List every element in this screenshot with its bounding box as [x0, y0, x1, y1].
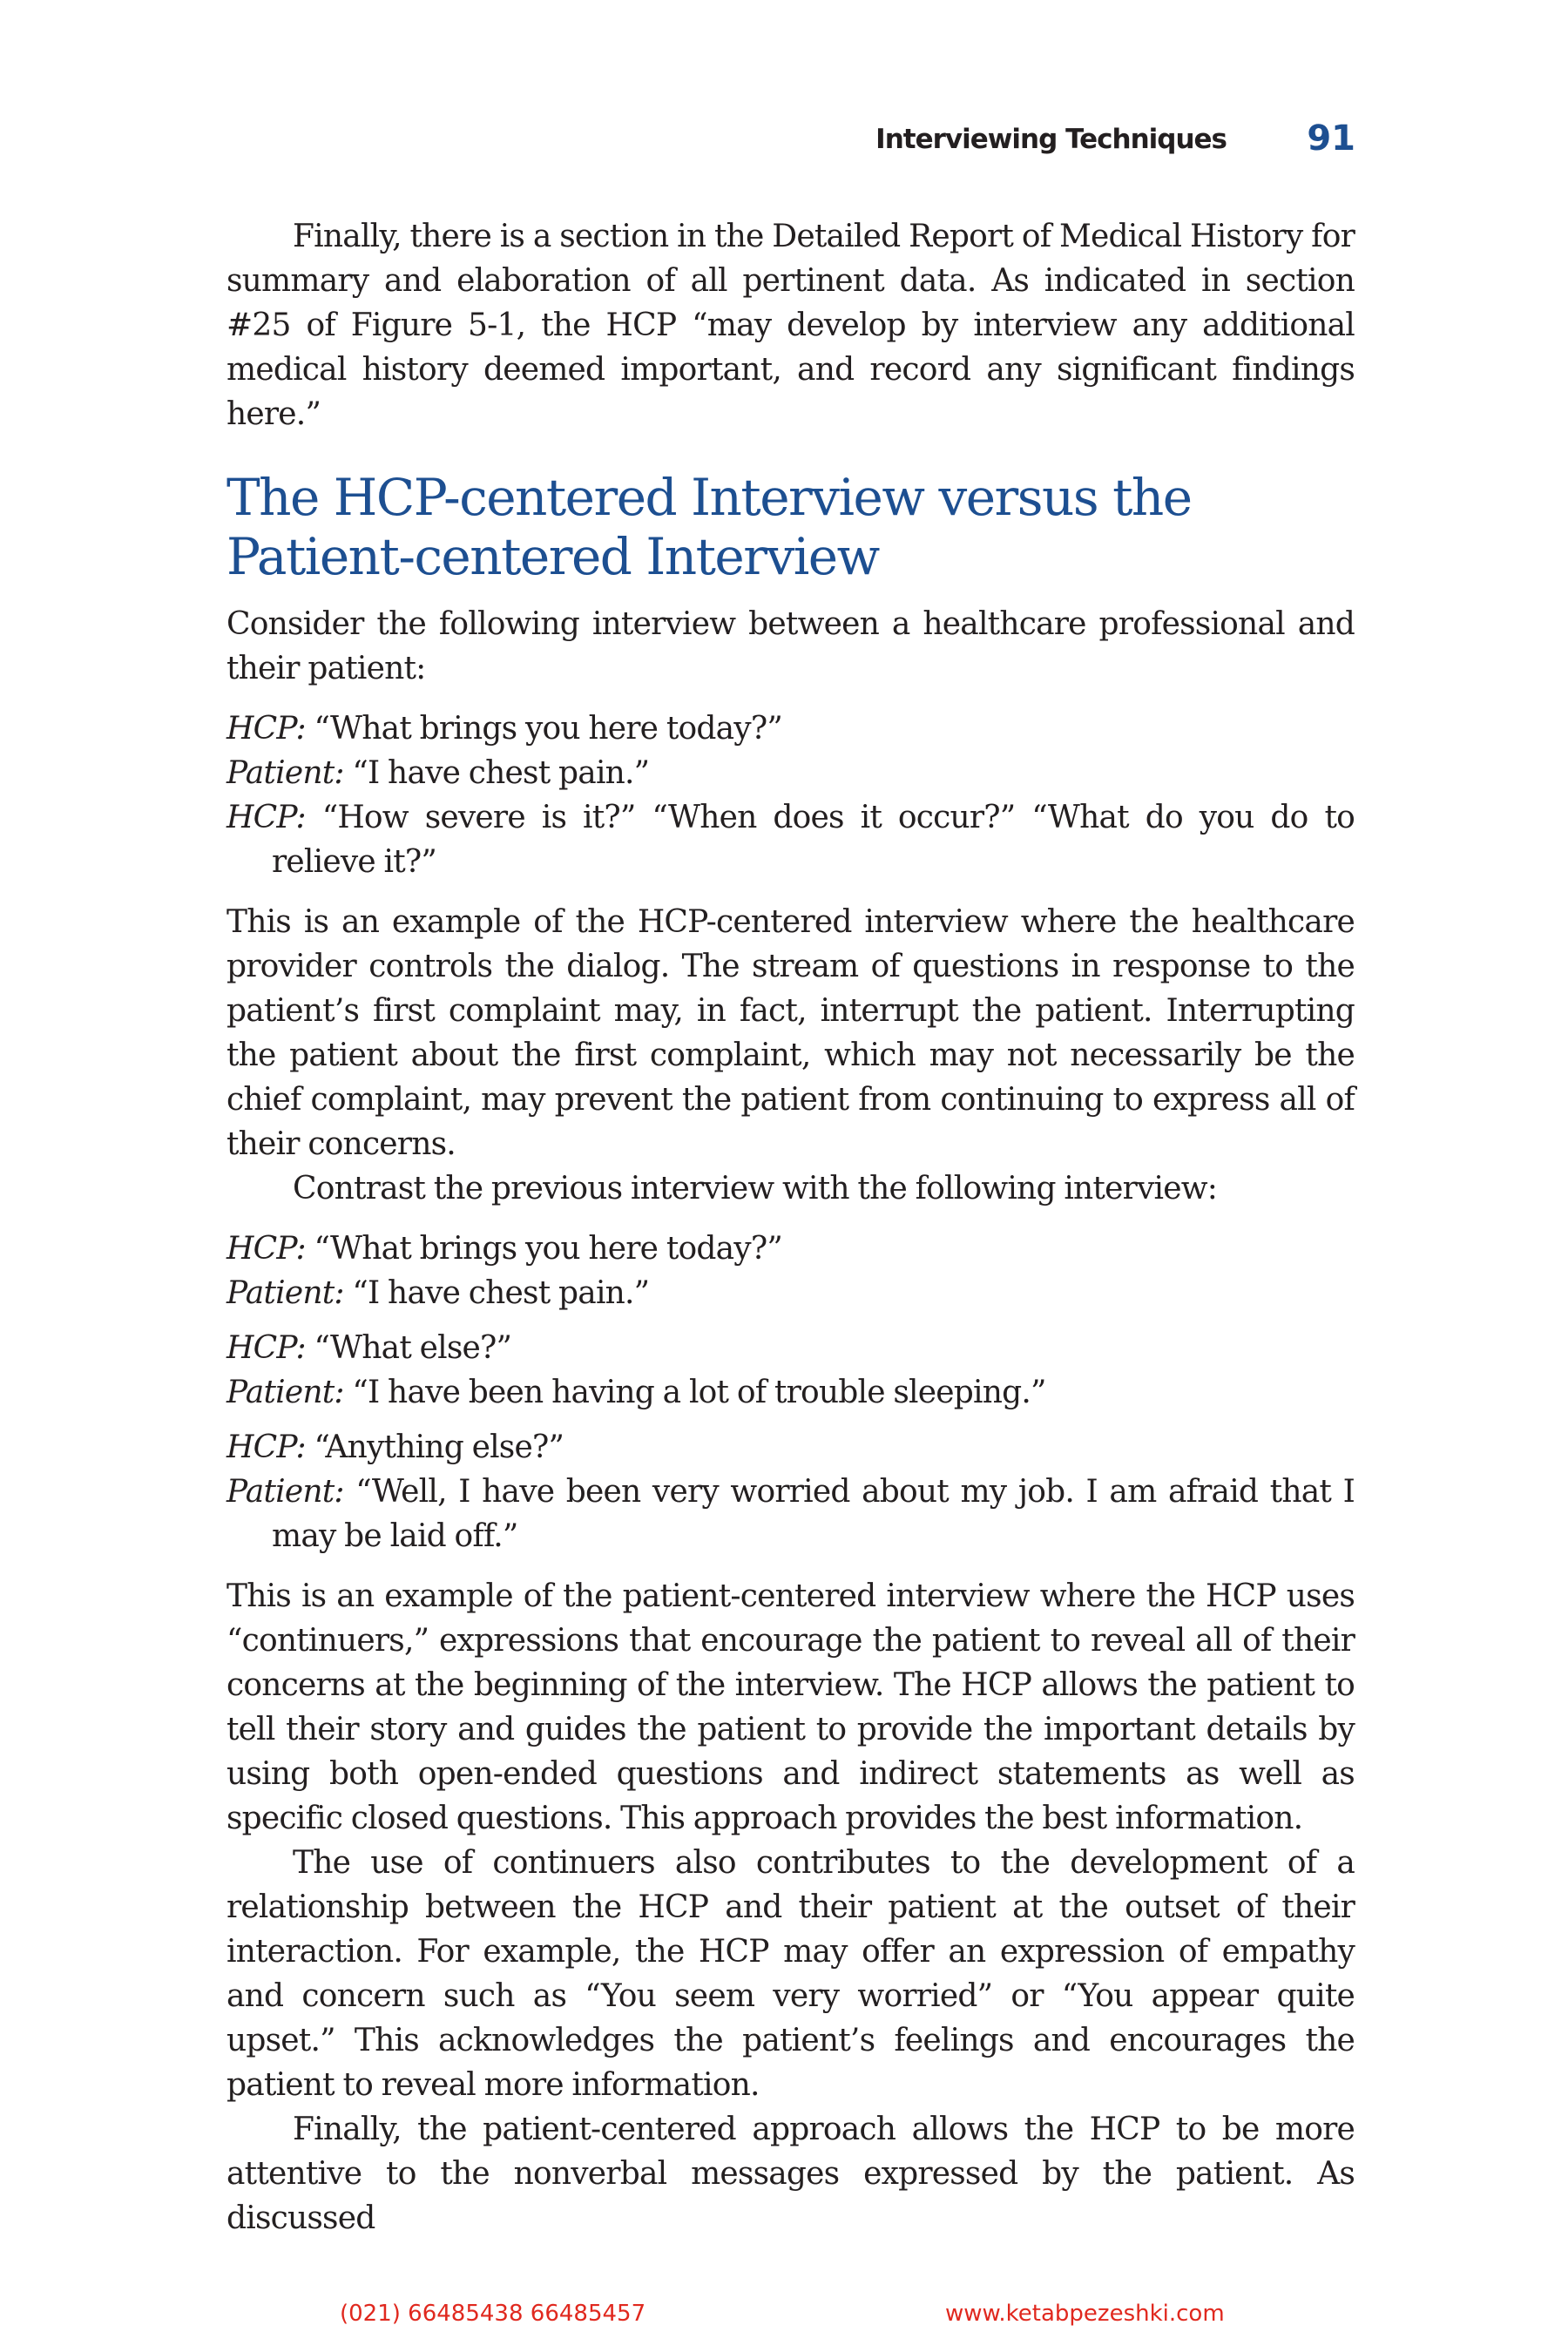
speaker-label: HCP: — [226, 1231, 306, 1267]
utterance: “How severe is it?” “When does it occur?” “What do you do to relieve it?” — [272, 800, 1355, 880]
dialog-line — [226, 1425, 1355, 1470]
speaker-label: HCP: — [226, 1330, 306, 1366]
utterance: “What else?” — [305, 1330, 512, 1366]
page-header — [0, 118, 1568, 167]
section-lead-paragraph: Consider the following interview between a healthcare professional and their patient: — [226, 606, 1355, 686]
speaker-label: Patient: — [226, 1375, 344, 1410]
dialog-hcp-centered — [226, 706, 1355, 884]
dialog-patient-centered — [226, 1227, 1355, 1558]
utterance: “Anything else?” — [305, 1429, 564, 1465]
utterance: “Well, I have been very worried about my job. I am afraid that I may be laid off.” — [272, 1474, 1355, 1554]
footer-phone: (021) 66485438 66485457 — [340, 2301, 646, 2327]
dialog-line — [226, 706, 1355, 751]
speaker-label: HCP: — [226, 711, 306, 747]
speaker-label: HCP: — [226, 1429, 306, 1465]
dialog-line — [226, 1470, 1355, 1558]
contrast-paragraph: Contrast the previous interview with the following interview: — [293, 1171, 1218, 1206]
hcp-centered-explanation: This is an example of the HCP-centered interview where the healthcare provider controls the dialog. The stream of questions in response to the patient’s first complaint may, in fact, interrupt the patient. Interrupting the patient about the first complaint, which may not necessarily be the chief complaint, may prevent the patient from continuing to express all of their concerns. — [226, 904, 1355, 1162]
continuers-paragraph: The use of continuers also contributes to the development of a relationship between the HCP and their patient at the outset of their interaction. For example, the HCP may offer an expression of empathy and concern such as “You seem very worried” or “You appear quite upset.” This acknowledges the patient’s feelings and encourages the patient to reveal more information. — [226, 1845, 1355, 2103]
speaker-label: HCP: — [226, 800, 306, 835]
utterance: “I have been having a lot of trouble sleeping.” — [343, 1375, 1046, 1410]
section-title: The HCP-centered Interview versus the Patient-centered Interview — [226, 468, 1192, 586]
dialog-line — [226, 1227, 1355, 1271]
dialog-spacer — [226, 1415, 1355, 1425]
utterance: “I have chest pain.” — [343, 755, 650, 791]
page-body — [226, 214, 1355, 2240]
dialog-spacer — [226, 1315, 1355, 1326]
speaker-label: Patient: — [226, 1275, 344, 1311]
patient-centered-explanation: This is an example of the patient-centered interview where the HCP uses “continuers,” expressions that encourage the patient to reveal all of their concerns at the beginning of the interview. The HCP allows the patient to tell their story and guides the patient to provide the important details by using both open-ended questions and indirect statements as well as specific closed questions. This approach provides the best information. — [226, 1578, 1355, 1836]
dialog-line — [226, 1370, 1355, 1415]
dialog-line — [226, 795, 1355, 884]
dialog-line — [226, 751, 1355, 795]
dialog-line — [226, 1271, 1355, 1315]
utterance: “What brings you here today?” — [305, 711, 782, 747]
dialog-line — [226, 1326, 1355, 1370]
speaker-label: Patient: — [226, 755, 344, 791]
intro-paragraph: Finally, there is a section in the Detailed Report of Medical History for summary and elaboration of all pertinent data. As indicated in section #25 of Figure 5-1, the HCP “may develop by interview any additional medical history deemed important, and record any significant findings here.” — [226, 219, 1355, 432]
speaker-label: Patient: — [226, 1474, 344, 1510]
nonverbal-paragraph: Finally, the patient-centered approach allows the HCP to be more attentive to the nonverbal messages expressed by the patient. As discussed — [226, 2112, 1355, 2236]
running-head: Interviewing Techniques — [875, 124, 1227, 155]
utterance: “I have chest pain.” — [343, 1275, 650, 1311]
utterance: “What brings you here today?” — [305, 1231, 782, 1267]
page-number: 91 — [1307, 118, 1355, 159]
footer-website: www.ketabpezeshki.com — [945, 2301, 1225, 2327]
